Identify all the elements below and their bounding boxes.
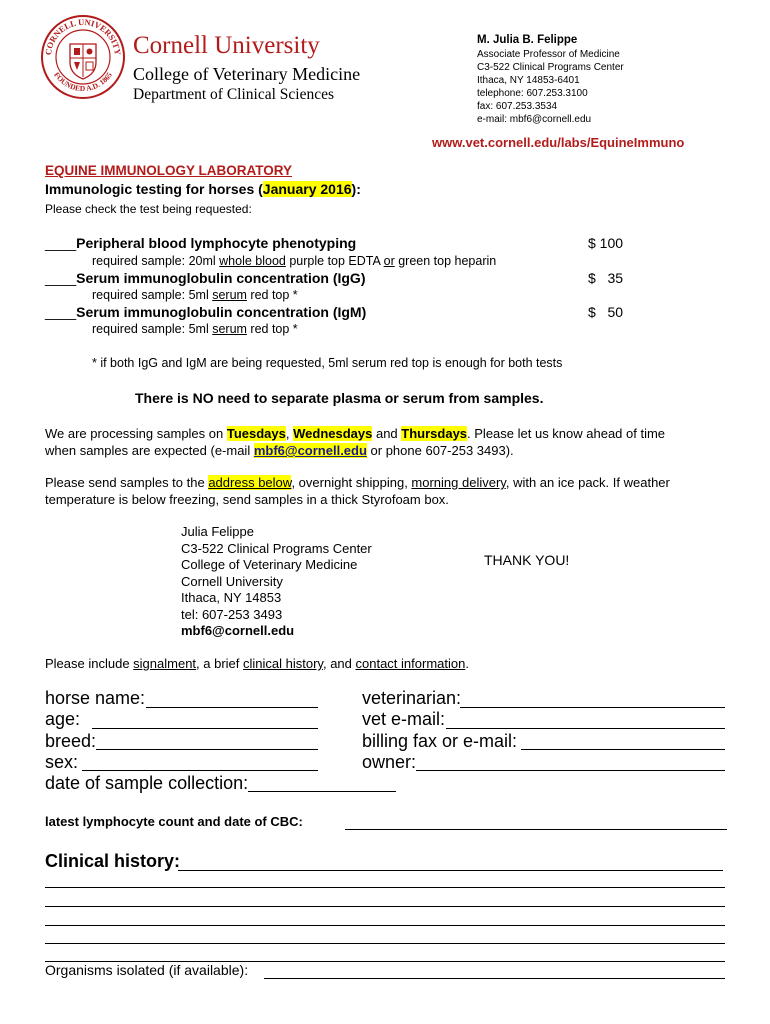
- text: , a brief: [196, 656, 244, 671]
- processing-paragraph: [45, 425, 745, 459]
- age-label: age:: [45, 709, 81, 729]
- address-line: C3-522 Clinical Programs Center: [181, 540, 372, 556]
- day-tuesdays: Tuesdays: [226, 426, 286, 441]
- subtitle-suffix: ):: [351, 181, 361, 197]
- veterinarian-label: veterinarian:: [362, 688, 462, 708]
- clinical-history-ref: clinical history: [243, 656, 323, 671]
- age-field[interactable]: [92, 728, 318, 729]
- check-instruction: Please check the test being requested:: [45, 202, 252, 216]
- text: ,: [285, 426, 294, 441]
- test-requirement: [92, 288, 298, 302]
- clinical-history-line[interactable]: [45, 943, 725, 944]
- processing-line-1: [45, 425, 745, 442]
- contact-address-1: C3-522 Clinical Programs Center: [477, 62, 624, 73]
- contact-name: M. Julia B. Felippe: [477, 34, 578, 46]
- req-underlined: whole blood: [219, 254, 286, 268]
- day-thursdays: Thursdays: [401, 426, 468, 441]
- req-underlined: serum: [212, 288, 247, 302]
- text: , with an ice pack. If weather: [505, 475, 670, 490]
- contact-title: Associate Professor of Medicine: [477, 49, 620, 60]
- test-price: $ 35: [588, 270, 624, 286]
- contact-fax: fax: 607.253.3534: [477, 101, 558, 112]
- test-name: Peripheral blood lymphocyte phenotyping: [76, 235, 357, 251]
- breed-label: breed:: [45, 731, 97, 751]
- organisms-label: Organisms isolated (if available):: [45, 962, 249, 978]
- owner-label: owner:: [362, 752, 417, 772]
- collection-date-field[interactable]: [248, 791, 396, 792]
- req-text: required sample: 5ml: [92, 288, 213, 302]
- test-requirement: [92, 322, 298, 336]
- text: or phone 607-253 3493).: [366, 443, 514, 458]
- clinical-history-field[interactable]: [178, 870, 723, 871]
- test-row[interactable]: [45, 304, 645, 320]
- contact-block: [477, 33, 624, 126]
- lymphocyte-label: latest lymphocyte count and date of CBC:: [45, 814, 303, 829]
- signalment: signalment: [133, 656, 197, 671]
- mailing-address: [181, 524, 372, 640]
- text: Please include: [45, 656, 134, 671]
- address-below: address below: [208, 475, 292, 490]
- test-checkbox-blank[interactable]: ____: [45, 270, 77, 286]
- contact-address-2: Ithaca, NY 14853-6401: [477, 75, 580, 86]
- owner-field[interactable]: [416, 770, 725, 771]
- address-line: College of Veterinary Medicine: [181, 557, 358, 572]
- vet-email-label: vet e-mail:: [362, 709, 446, 729]
- serum-note: * if both IgG and IgM are being requested, 5ml serum red top is enough for both tests: [92, 356, 563, 370]
- clinical-history-line[interactable]: [45, 906, 725, 907]
- horse-name-field[interactable]: [146, 707, 318, 708]
- no-separate-notice: There is NO need to separate plasma or serum from samples.: [135, 390, 544, 406]
- cornell-seal-logo: [40, 14, 126, 100]
- test-checkbox-blank[interactable]: ____: [45, 304, 77, 320]
- lab-subtitle: [45, 181, 361, 197]
- lymphocyte-field[interactable]: [345, 829, 727, 830]
- morning-delivery: morning delivery: [411, 475, 506, 490]
- req-text: required sample: 5ml: [92, 322, 213, 336]
- organisms-field[interactable]: [264, 978, 725, 979]
- university-name: Cornell University: [133, 32, 320, 59]
- test-checkbox-blank[interactable]: ____: [45, 235, 77, 251]
- address-line: Ithaca, NY 14853: [181, 590, 282, 605]
- clinical-history-label: Clinical history:: [45, 851, 181, 871]
- req-text: red top *: [246, 288, 298, 302]
- req-text: purple top EDTA: [285, 254, 384, 268]
- clinical-history-line[interactable]: [45, 925, 725, 926]
- req-text: red top *: [246, 322, 298, 336]
- breed-field[interactable]: [96, 749, 318, 750]
- shipping-line-2: temperature is below freezing, send samples in a thick Styrofoam box.: [45, 492, 449, 507]
- test-price: $ 50: [588, 304, 624, 320]
- processing-line-2: [45, 442, 745, 459]
- billing-label: billing fax or e-mail:: [362, 731, 518, 751]
- text: , and: [322, 656, 356, 671]
- text: .: [465, 656, 469, 671]
- address-line: Cornell University: [181, 573, 283, 589]
- test-row[interactable]: [45, 270, 645, 286]
- include-instruction: [45, 656, 469, 671]
- text: We are processing samples on: [45, 426, 227, 441]
- department-name: Department of Clinical Sciences: [133, 86, 335, 103]
- text: Please send samples to the: [45, 475, 209, 490]
- req-underlined: or: [383, 254, 395, 268]
- day-wednesdays: Wednesdays: [293, 426, 373, 441]
- test-price: $ 100: [588, 235, 624, 251]
- billing-field[interactable]: [521, 749, 725, 750]
- lab-title: EQUINE IMMUNOLOGY LABORATORY: [45, 163, 293, 178]
- clinical-history-line[interactable]: [45, 887, 725, 888]
- svg-text:FOUNDED A.D. 1865: FOUNDED A.D. 1865: [52, 70, 114, 94]
- collection-date-label: date of sample collection:: [45, 773, 249, 793]
- req-text: required sample: 20ml: [92, 254, 220, 268]
- thank-you: THANK YOU!: [484, 552, 570, 568]
- test-requirement: [92, 254, 496, 268]
- horse-name-label: horse name:: [45, 688, 146, 708]
- sex-label: sex:: [45, 752, 79, 772]
- shipping-line-1: [45, 474, 745, 491]
- text: and: [372, 426, 402, 441]
- text: . Please let us know ahead of time: [467, 426, 666, 441]
- subtitle-date: January 2016: [262, 181, 352, 197]
- address-line: tel: 607-253 3493: [181, 606, 283, 622]
- req-underlined: serum: [212, 322, 247, 336]
- address-line: Julia Felippe: [181, 524, 254, 539]
- sex-field[interactable]: [82, 770, 318, 771]
- test-name: Serum immunoglobulin concentration (IgG): [76, 270, 366, 286]
- vet-email-field[interactable]: [446, 728, 725, 729]
- veterinarian-field[interactable]: [460, 707, 725, 708]
- text: when samples are expected (e-mail: [45, 443, 254, 458]
- address-email: mbf6@cornell.edu: [181, 623, 295, 638]
- college-name: College of Veterinary Medicine: [133, 64, 361, 84]
- req-text: green top heparin: [394, 254, 497, 268]
- subtitle-prefix: Immunologic testing for horses (: [45, 181, 263, 197]
- contact-telephone: telephone: 607.253.3100: [477, 88, 588, 99]
- contact-information-ref: contact information: [355, 656, 466, 671]
- svg-text:CORNELL UNIVERSITY: CORNELL UNIVERSITY: [42, 16, 124, 56]
- shipping-paragraph: [45, 474, 745, 508]
- email-link[interactable]: mbf6@cornell.edu: [253, 443, 367, 458]
- test-name: Serum immunoglobulin concentration (IgM): [76, 304, 367, 320]
- contact-email[interactable]: e-mail: mbf6@cornell.edu: [477, 114, 592, 125]
- text: , overnight shipping,: [291, 475, 412, 490]
- test-row[interactable]: [45, 235, 645, 251]
- website-link[interactable]: www.vet.cornell.edu/labs/EquineImmuno: [432, 135, 685, 150]
